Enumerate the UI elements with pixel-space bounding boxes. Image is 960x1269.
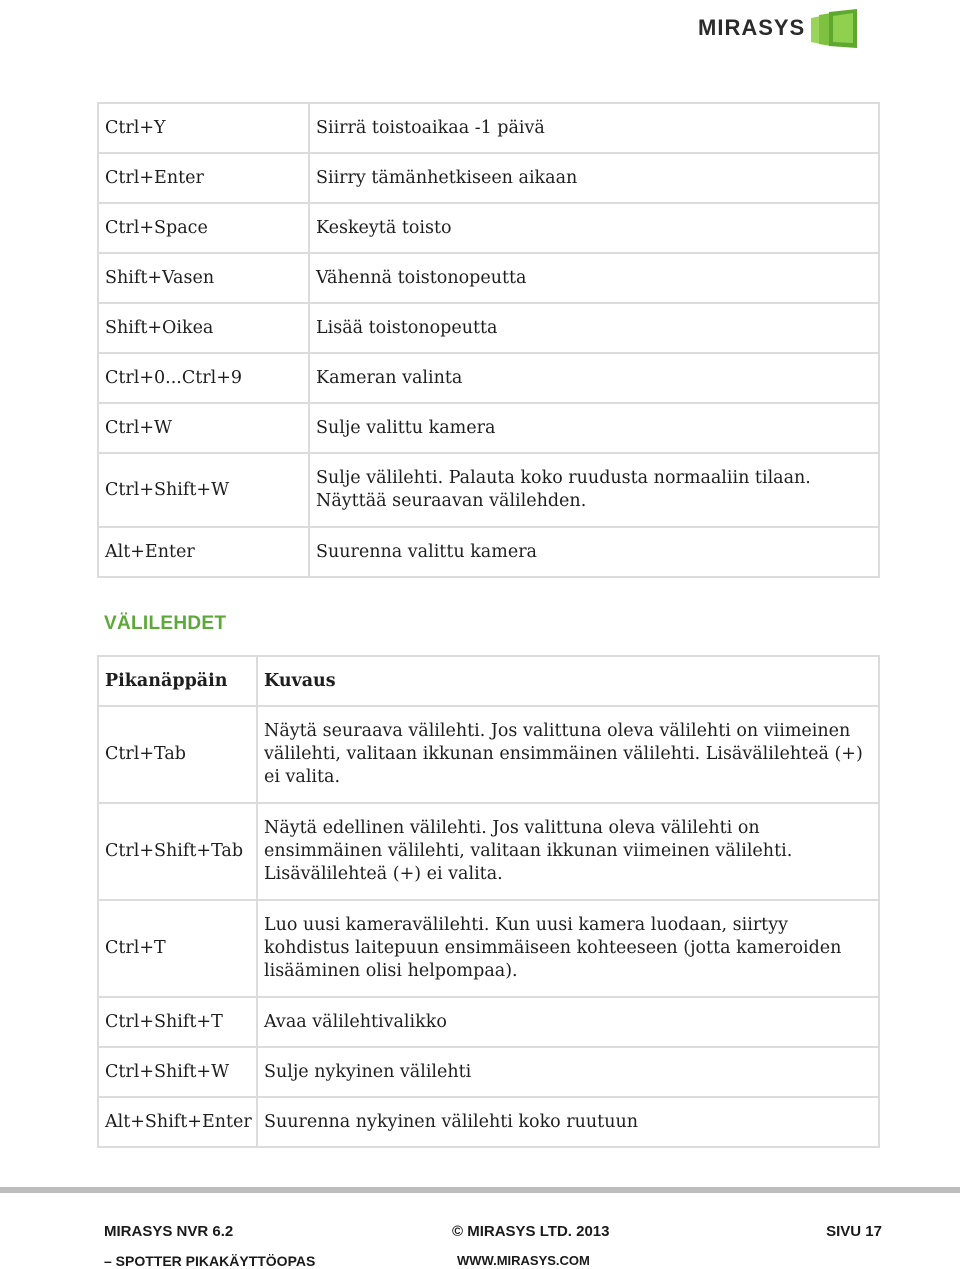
table-row	[98, 103, 879, 153]
table-row	[98, 203, 879, 253]
shortcut-key: Shift+Oikea	[98, 303, 309, 353]
shortcut-description: Kameran valinta	[309, 353, 879, 403]
shortcut-description: Lisää toistonopeutta	[309, 303, 879, 353]
footer-page-number: SIVU 17	[826, 1223, 882, 1240]
footer-website: WWW.MIRASYS.COM	[457, 1253, 590, 1268]
shortcut-key: Ctrl+0...Ctrl+9	[98, 353, 309, 403]
column-header-description: Kuvaus	[257, 656, 879, 706]
table-row	[98, 997, 879, 1047]
shortcut-description: Suurenna valittu kamera	[309, 527, 879, 577]
shortcut-description: Keskeytä toisto	[309, 203, 879, 253]
shortcut-description: Sulje nykyinen välilehti	[257, 1047, 879, 1097]
logo-text: MIRASYS	[698, 15, 806, 40]
footer-copyright: © MIRASYS LTD. 2013	[452, 1223, 610, 1240]
table-row	[98, 1097, 879, 1147]
mirasys-logo	[698, 6, 878, 50]
shortcut-key: Alt+Shift+Enter	[98, 1097, 257, 1147]
shortcut-table-tabs	[97, 655, 880, 1148]
shortcut-key: Shift+Vasen	[98, 253, 309, 303]
shortcut-description: Vähennä toistonopeutta	[309, 253, 879, 303]
shortcut-description: Sulje valittu kamera	[309, 403, 879, 453]
table-row	[98, 353, 879, 403]
column-header-shortcut: Pikanäppäin	[98, 656, 257, 706]
table-row	[98, 453, 879, 527]
shortcut-key: Alt+Enter	[98, 527, 309, 577]
table-row	[98, 303, 879, 353]
table-row	[98, 706, 879, 803]
shortcut-key: Ctrl+Y	[98, 103, 309, 153]
shortcut-description: Siirry tämänhetkiseen aikaan	[309, 153, 879, 203]
shortcut-description: Suurenna nykyinen välilehti koko ruutuun	[257, 1097, 879, 1147]
table-row	[98, 900, 879, 997]
shortcut-description: Luo uusi kameravälilehti. Kun uusi kamera luodaan, siirtyy kohdistus laitepuun ensimmäiseen kohteeseen (jotta kameroiden lisääminen olisi helpompaa).	[257, 900, 879, 997]
table-row	[98, 527, 879, 577]
shortcut-description: Näytä edellinen välilehti. Jos valittuna oleva välilehti on ensimmäinen välilehti, valitaan ikkunan viimeinen välilehti. Lisävälilehteä (+) ei valita.	[257, 803, 879, 900]
shortcut-description: Avaa välilehtivalikko	[257, 997, 879, 1047]
footer-divider	[0, 1187, 960, 1193]
shortcut-key: Ctrl+Space	[98, 203, 309, 253]
logo-mark-icon	[809, 8, 861, 48]
shortcut-description: Sulje välilehti. Palauta koko ruudusta normaaliin tilaan. Näyttää seuraavan välilehden.	[309, 453, 879, 527]
footer-guide-title: – SPOTTER PIKAKÄYTTÖOPAS	[104, 1253, 316, 1269]
shortcut-key: Ctrl+Shift+W	[98, 1047, 257, 1097]
shortcut-key: Ctrl+Shift+W	[98, 453, 309, 527]
shortcut-description: Näytä seuraava välilehti. Jos valittuna oleva välilehti on viimeinen välilehti, valitaan ikkunan ensimmäinen välilehti. Lisävälilehteä (+) ei valita.	[257, 706, 879, 803]
shortcut-key: Ctrl+Shift+Tab	[98, 803, 257, 900]
table-header-row	[98, 656, 879, 706]
shortcut-description: Siirrä toistoaikaa -1 päivä	[309, 103, 879, 153]
table-row	[98, 1047, 879, 1097]
shortcut-key: Ctrl+Tab	[98, 706, 257, 803]
shortcut-key: Ctrl+Shift+T	[98, 997, 257, 1047]
table-row	[98, 403, 879, 453]
table-row	[98, 253, 879, 303]
footer-product: MIRASYS NVR 6.2	[104, 1223, 234, 1240]
shortcut-key: Ctrl+Enter	[98, 153, 309, 203]
shortcut-key: Ctrl+W	[98, 403, 309, 453]
shortcut-table-playback	[97, 102, 880, 578]
table-row	[98, 803, 879, 900]
section-heading-tabs: VÄLILEHDET	[104, 613, 227, 634]
shortcut-key: Ctrl+T	[98, 900, 257, 997]
table-row	[98, 153, 879, 203]
